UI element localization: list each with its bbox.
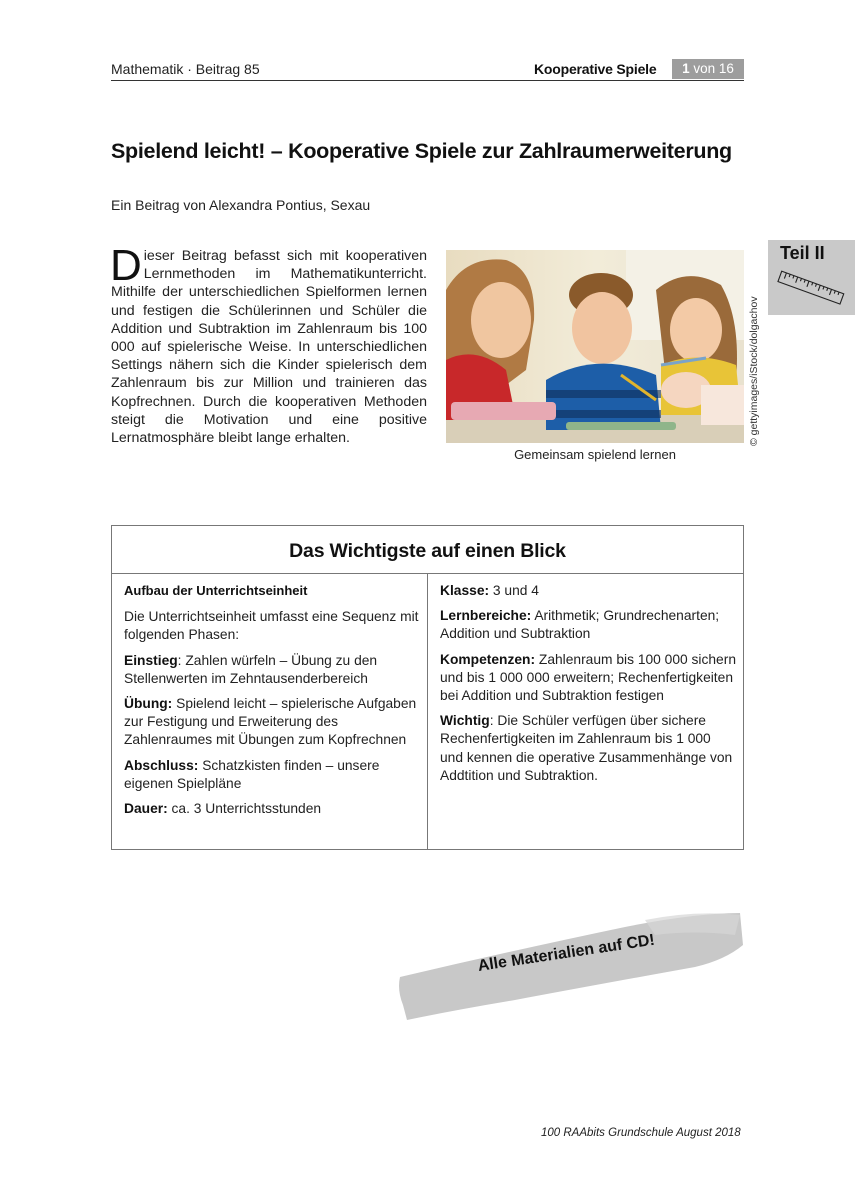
info-text: Zahlenraum bis 100 000 sichern und bis 1 000 000 erweitern; Rechenfertigkeiten bei Addition und Subtraktion festigen xyxy=(440,651,736,704)
overview-left-column xyxy=(124,582,420,825)
column-divider xyxy=(427,573,428,849)
intro-text: ieser Beitrag befasst sich mit kooperativen Lernmethoden im Mathematikunterricht. Mithilfe der unterschiedlichen Spielformen lernen und festigen die Schülerinnen und Schüler die Addition und Subtraktion im Zahlenraum bis 100 000 auf spielerische Weise. In unterschiedlichen Settings nähern sich die Kinder spielerisch dem Zahlenraum bis zur Million und trainieren das Kopfrechnen. Durch die kooperativen Methoden steigt die Motivation und eine positive Lernatmosphäre bleibt lange erhalten. xyxy=(111,248,427,447)
unit-intro: Die Unterrichtseinheit umfasst eine Sequenz mit folgenden Phasen: xyxy=(124,609,419,643)
info-text: : Die Schüler verfügen über sichere Rechenfertigkeiten im Zahlenraum bis 1 000 und kennen die operative Zusammenhänge von Addtition und Subtraktion. xyxy=(440,713,733,783)
overview-box xyxy=(111,525,744,850)
section-tab xyxy=(768,240,855,315)
cd-banner-brushstroke xyxy=(395,905,745,1025)
cd-banner-text: Alle Materialien auf CD! xyxy=(476,931,656,975)
author-byline: Ein Beitrag von Alexandra Pontius, Sexau xyxy=(111,197,371,213)
intro-paragraph xyxy=(110,241,427,447)
section-tab-label: Teil II xyxy=(780,243,825,263)
info-item xyxy=(440,651,736,706)
header-divider xyxy=(111,80,744,81)
drop-cap: D xyxy=(110,241,142,290)
phase-text: Schatzkisten finden – unsere eigenen Spielpläne xyxy=(124,757,380,791)
overview-box-title: Das Wichtigste auf einen Blick xyxy=(112,526,743,574)
photo-caption: Gemeinsam spielend lernen xyxy=(514,447,676,462)
phase-label: Übung: xyxy=(124,696,173,712)
photo-illustration xyxy=(446,250,744,443)
unit-structure-heading: Aufbau der Unterrichtseinheit xyxy=(124,583,308,598)
info-text: 3 und 4 xyxy=(489,583,539,598)
phase-item xyxy=(124,695,420,750)
header-subject: Mathematik · Beitrag 85 xyxy=(111,61,260,77)
phase-text: Spielend leicht – spielerische Aufgaben zur Festigung und Erweiterung des Zahlenraumes mit Übungen zum Kopfrechnen xyxy=(124,696,417,748)
info-label: Lernbereiche: xyxy=(440,608,532,624)
info-item xyxy=(440,712,736,785)
ruler-icon xyxy=(774,270,846,310)
phase-label: Dauer: xyxy=(124,801,168,817)
phase-item xyxy=(124,800,420,818)
info-text: Arithmetik; Grundrechenarten; Addition und Subtraktion xyxy=(440,608,720,642)
phase-text: : Zahlen würfeln – Übung zu den Stellenwerten im Zehntausenderbereich xyxy=(124,652,378,686)
header-series-title: Kooperative Spiele xyxy=(534,61,657,77)
page-footer: 100 RAAbits Grundschule August 2018 xyxy=(541,1127,741,1139)
page-number-badge xyxy=(672,59,744,79)
info-item xyxy=(440,607,736,643)
info-item xyxy=(440,582,736,600)
photo-credit: © gettyimages/iStock/dolgachov xyxy=(748,296,760,446)
phase-label: Abschluss: xyxy=(124,757,199,773)
phase-item xyxy=(124,757,420,793)
page-total: von 16 xyxy=(689,61,734,76)
classroom-photo xyxy=(446,250,744,443)
info-label: Wichtig xyxy=(440,713,490,729)
info-label: Kompetenzen: xyxy=(440,651,536,667)
phase-item xyxy=(124,652,420,688)
phase-label: Einstieg xyxy=(124,652,178,668)
overview-right-column xyxy=(440,582,736,792)
info-label: Klasse: xyxy=(440,583,490,598)
phase-text: ca. 3 Unterrichtsstunden xyxy=(167,801,322,817)
page-title: Spielend leicht! – Kooperative Spiele zur Zahlraumerweiterung xyxy=(111,139,732,163)
page-current: 1 xyxy=(682,61,690,76)
